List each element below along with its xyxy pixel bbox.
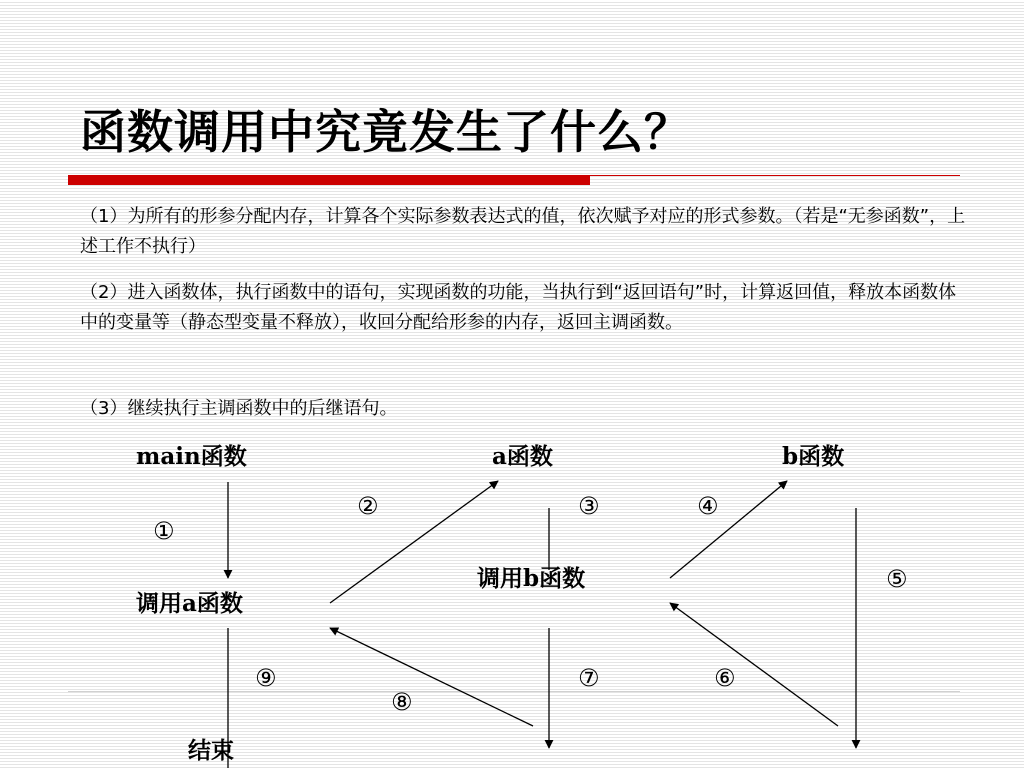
call-b-node: 调用b函数 xyxy=(477,565,586,592)
arrow-step-6 xyxy=(670,603,838,726)
call-a-node: 调用a函数 xyxy=(136,590,243,617)
step-4-marker: ④ xyxy=(697,492,719,520)
main-function-header: main函数 xyxy=(136,443,247,470)
step-8-marker: ⑧ xyxy=(391,688,413,716)
step-9-marker: ⑨ xyxy=(255,664,277,692)
arrow-step-4 xyxy=(670,481,787,578)
arrow-step-2 xyxy=(330,481,498,603)
paragraph-step-3: （3）继续执行主调函数中的后继语句。 xyxy=(80,398,398,419)
step-7-marker: ⑦ xyxy=(578,664,600,692)
step-2-marker: ② xyxy=(357,492,379,520)
step-6-marker: ⑥ xyxy=(714,664,736,692)
step-5-marker: ⑤ xyxy=(886,565,908,593)
step-3-marker: ③ xyxy=(578,492,600,520)
slide-title: 函数调用中究竟发生了什么？ xyxy=(80,105,691,159)
end-node: 结束 xyxy=(188,737,234,764)
a-function-header: a函数 xyxy=(492,443,553,470)
paragraph-step-1: （1）为所有的形参分配内存，计算各个实际参数表达式的值，依次赋予对应的形式参数。（若是“无参函数”，上述工作不执行） xyxy=(80,206,966,257)
b-function-header: b函数 xyxy=(782,443,845,470)
paragraph-step-2: （2）进入函数体，执行函数中的语句，实现函数的功能，当执行到“返回语句”时，计算返回值，释放本函数体中的变量等（静态型变量不释放），收回分配给形参的内存，返回主调函数。 xyxy=(80,282,957,333)
arrow-step-8 xyxy=(330,628,533,726)
step-1-marker: ① xyxy=(153,517,175,545)
